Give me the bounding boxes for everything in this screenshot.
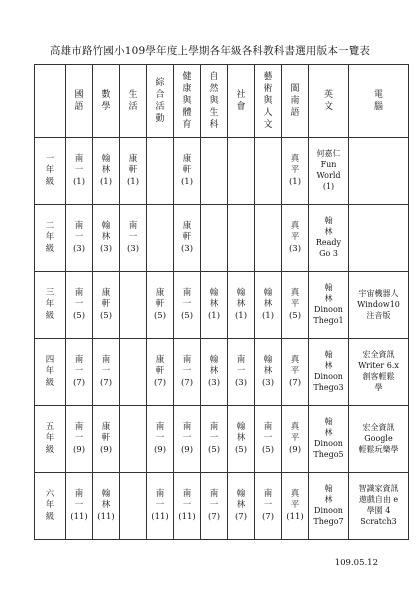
grade-cell: 二年級 — [35, 205, 66, 272]
table-cell — [120, 339, 147, 406]
header-social: 社會 — [228, 65, 255, 138]
table-cell: 南 一 (5) — [255, 406, 282, 473]
table-cell: 翰 林 (1) — [93, 138, 120, 205]
table-cell — [120, 272, 147, 339]
table-cell: 翰 林 (7) — [228, 473, 255, 540]
table-cell: 南 一 (5) — [174, 272, 201, 339]
table-cell: 翰 林 (3) — [201, 339, 228, 406]
english-cell: 翰 林 Dinoon Thego3 — [309, 339, 349, 406]
table-cell: 南 一 (11) — [147, 473, 174, 540]
table-cell: 南 一 (7) — [255, 473, 282, 540]
header-english: 英文 — [309, 65, 349, 138]
table-cell — [228, 205, 255, 272]
table-cell — [147, 205, 174, 272]
table-row — [35, 473, 409, 540]
table-cell — [201, 138, 228, 205]
table-cell: 翰 林 (3) — [93, 205, 120, 272]
english-cell: 翰 林 Dinoon Thego1 — [309, 272, 349, 339]
computer-cell — [349, 138, 409, 205]
table-cell: 康 軒 (1) — [174, 138, 201, 205]
table-cell: 南 一 (3) — [120, 205, 147, 272]
table-cell — [255, 205, 282, 272]
table-cell: 真 平 (11) — [282, 473, 309, 540]
table-cell: 康 軒 (5) — [147, 272, 174, 339]
computer-cell — [349, 205, 409, 272]
computer-cell: 宏全資訊 Google 輕鬆玩樂學 — [349, 406, 409, 473]
grade-cell: 六年級 — [35, 473, 66, 540]
header-science: 自然與生科 — [201, 65, 228, 138]
english-cell: 何嘉仁 Fun World (1) — [309, 138, 349, 205]
table-cell: 南 一 (7) — [66, 339, 93, 406]
table-cell: 南 一 (5) — [201, 406, 228, 473]
grade-cell: 四年級 — [35, 339, 66, 406]
header-life: 生活 — [120, 65, 147, 138]
table-cell: 南 一 (9) — [66, 406, 93, 473]
table-row — [35, 406, 409, 473]
computer-cell: 智識家資訊 遨戲自由 e 學園 4 Scratch3 — [349, 473, 409, 540]
table-row — [35, 138, 409, 205]
table-cell — [120, 473, 147, 540]
header-row — [35, 65, 409, 138]
english-cell: 翰 林 Ready Go 3 — [309, 205, 349, 272]
table-cell: 南 一 (3) — [228, 339, 255, 406]
table-cell: 翰 林 (1) — [255, 272, 282, 339]
header-minnan: 閩南語 — [282, 65, 309, 138]
computer-cell: 宇宙機器人 Window10 注音版 — [349, 272, 409, 339]
english-cell: 翰 林 Dinoon Thego5 — [309, 406, 349, 473]
textbook-table — [34, 64, 409, 540]
header-corner — [35, 65, 66, 138]
table-cell: 南 一 (9) — [174, 406, 201, 473]
table-cell: 翰 林 (1) — [201, 272, 228, 339]
header-integrative: 綜合活動 — [147, 65, 174, 138]
page-title: 高雄市路竹國小109學年度上學期各年級各科教科書選用版本一覽表 — [49, 45, 371, 57]
table-cell: 南 一 (3) — [66, 205, 93, 272]
table-cell — [228, 138, 255, 205]
english-cell: 翰 林 Dinoon Thego7 — [309, 473, 349, 540]
table-cell: 南 一 (5) — [66, 272, 93, 339]
table-cell — [201, 205, 228, 272]
table-cell: 康 軒 (9) — [93, 406, 120, 473]
table-cell: 康 軒 (7) — [147, 339, 174, 406]
table-cell — [255, 138, 282, 205]
grade-cell: 三年級 — [35, 272, 66, 339]
header-arts: 藝術與人文 — [255, 65, 282, 138]
table-cell: 翰 林 (1) — [228, 272, 255, 339]
grade-cell: 一年級 — [35, 138, 66, 205]
table-cell: 康 軒 (5) — [93, 272, 120, 339]
table-cell: 翰 林 (3) — [255, 339, 282, 406]
table-cell: 真 平 (1) — [282, 138, 309, 205]
table-cell: 真 平 (3) — [282, 205, 309, 272]
header-computer: 電腦 — [349, 65, 409, 138]
table-row — [35, 272, 409, 339]
header-math: 數學 — [93, 65, 120, 138]
table-row — [35, 339, 409, 406]
table-cell — [120, 406, 147, 473]
table-cell: 南 一 (11) — [174, 473, 201, 540]
table-cell: 真 平 (7) — [282, 339, 309, 406]
table-cell: 南 一 (11) — [66, 473, 93, 540]
table-cell: 康 軒 (3) — [174, 205, 201, 272]
table-cell: 真 平 (9) — [282, 406, 309, 473]
table-cell: 翰 林 (5) — [228, 406, 255, 473]
computer-cell: 宏全資訊 Writer 6.x 創客輕鬆 學 — [349, 339, 409, 406]
table-cell: 南 一 (9) — [147, 406, 174, 473]
table-row — [35, 205, 409, 272]
table-cell: 南 一 (7) — [93, 339, 120, 406]
table-cell: 南 一 (7) — [174, 339, 201, 406]
table-cell: 康 軒 (1) — [120, 138, 147, 205]
grade-cell: 五年級 — [35, 406, 66, 473]
table-cell: 南 一 (7) — [201, 473, 228, 540]
header-health-pe: 健康與體育 — [174, 65, 201, 138]
table-cell: 南 一 (1) — [66, 138, 93, 205]
header-chinese: 國語 — [66, 65, 93, 138]
table-cell: 翰 林 (11) — [93, 473, 120, 540]
document-date: 109.05.12 — [334, 558, 378, 568]
table-cell — [147, 138, 174, 205]
table-cell: 真 平 (5) — [282, 272, 309, 339]
